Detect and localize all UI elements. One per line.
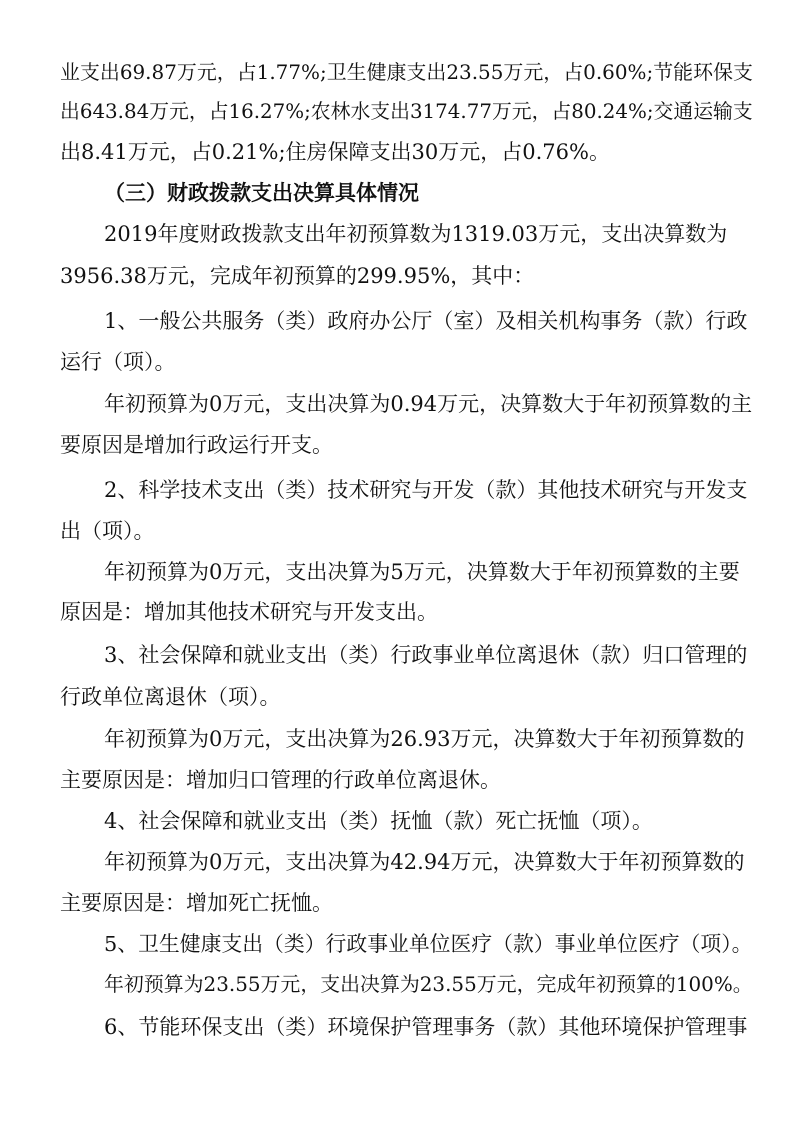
item-title-line: 运行（项）。	[60, 350, 176, 374]
paragraph-line: 年初预算为0万元，支出决算为5万元，决算数大于年初预算数的主要	[104, 560, 740, 584]
item-title-line: 出（项）。	[60, 519, 155, 543]
item-title-line: 4、社会保障和就业支出（类）抚恤（款）死亡抚恤（项）。	[104, 809, 653, 833]
item-title-line: 行政单位离退休（项）。	[60, 685, 281, 709]
paragraph-line: 主要原因是：增加死亡抚恤。	[60, 891, 333, 915]
paragraph-line: 年初预算为0万元，支出决算为26.93万元，决算数大于年初预算数的	[104, 727, 745, 751]
paragraph-line: 要原因是增加行政运行开支。	[60, 433, 333, 457]
item-title-line: 2、科学技术支出（类）技术研究与开发（款）其他技术研究与开发支	[104, 478, 748, 502]
paragraph-line: 出643.84万元，占16.27%;农林水支出3174.77万元，占80.24%;交通运输支	[60, 100, 753, 123]
paragraph-line: 主要原因是：增加归口管理的行政单位离退休。	[60, 768, 501, 792]
item-title-line: 5、卫生健康支出（类）行政事业单位医疗（款）事业单位医疗（项）。	[104, 932, 753, 956]
paragraph-line: 年初预算为23.55万元，支出决算为23.55万元，完成年初预算的100%。	[104, 973, 753, 996]
paragraph-line: 2019年度财政拨款支出年初预算数为1319.03万元，支出决算数为	[104, 222, 728, 246]
item-title-line: 6、节能环保支出（类）环境保护管理事务（款）其他环境保护管理事	[104, 1015, 748, 1039]
item-title-line: 1、一般公共服务（类）政府办公厅（室）及相关机构事务（款）行政	[104, 309, 748, 333]
paragraph-line: 业支出69.87万元，占1.77%;卫生健康支出23.55万元，占0.60%;节能环保支	[60, 60, 753, 84]
paragraph-line: 年初预算为0万元，支出决算为42.94万元，决算数大于年初预算数的	[104, 850, 745, 874]
paragraph-line: 出8.41万元，占0.21%;住房保障支出30万元，占0.76%。	[60, 140, 610, 164]
section-heading: （三）财政拨款支出决算具体情况	[104, 181, 419, 205]
item-title-line: 3、社会保障和就业支出（类）行政事业单位离退休（款）归口管理的	[104, 643, 748, 667]
paragraph-line: 年初预算为0万元，支出决算为0.94万元，决算数大于年初预算数的主	[104, 392, 753, 416]
paragraph-line: 原因是：增加其他技术研究与开发支出。	[60, 600, 438, 624]
paragraph-line: 3956.38万元，完成年初预算的299.95%，其中：	[60, 264, 535, 288]
